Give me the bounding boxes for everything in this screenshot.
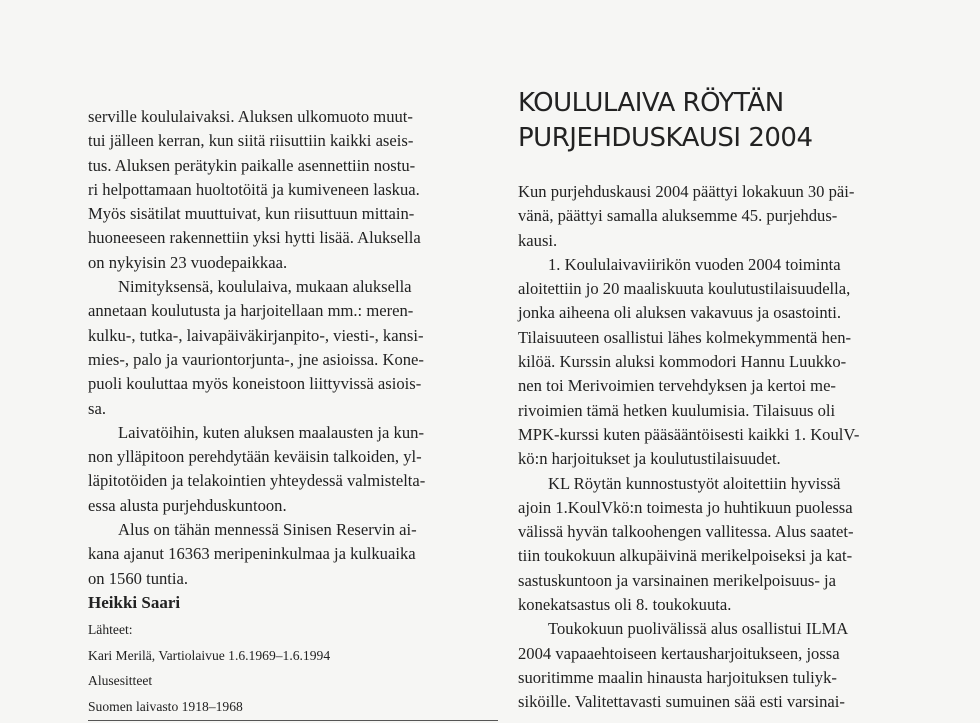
body-line: tui jälleen kerran, kun siitä riisuttiin kaikki aseis-: [88, 131, 414, 151]
body-line: läpitotöiden ja telakointien yhteydessä valmistelta-: [88, 471, 426, 491]
body-line: kana ajanut 16363 meripeninkulmaa ja kulkuaika: [88, 544, 416, 564]
body-line: Myös sisätilat muuttuivat, kun riisuttuun mittain-: [88, 204, 415, 224]
body-line: siköille. Valitettavasti sumuinen sää esti varsinai-: [518, 692, 845, 712]
body-line: välissä hyvän talkoohengen vallitessa. Alus saatet-: [518, 522, 854, 542]
body-line: kilöä. Kurssin aluksi kommodori Hannu Luukko-: [518, 352, 847, 372]
body-line: KL Röytän kunnostustyöt aloitettiin hyvissä: [548, 473, 841, 493]
heading-line: PURJEHDUSKAUSI 2004: [518, 123, 813, 153]
body-line: aloitettiin jo 20 maaliskuuta koulutustilaisuudella,: [518, 279, 851, 299]
body-line: Kun purjehduskausi 2004 päättyi lokakuun 30 päi-: [518, 182, 855, 201]
body-line: Alus on tähän mennessä Sinisen Reservin ai-: [118, 520, 417, 540]
body-line: kausi.: [518, 230, 558, 250]
body-line: jonka aiheena oli aluksen vakavuus ja osastointi.: [518, 303, 842, 323]
heading-line: KOULULAIVA RÖYTÄN: [518, 88, 784, 118]
body-line: Toukokuun puolivälissä alus osallistui ILMA: [548, 619, 849, 639]
body-line: essa alusta purjehduskuntoon.: [88, 495, 287, 515]
body-line: mies-, palo ja vauriontorjunta-, jne asioissa. Kone-: [88, 349, 424, 369]
body-line: annetaan koulutusta ja harjoitellaan mm.: meren-: [88, 301, 414, 321]
body-line: sastuskuntoon ja varsinainen merikelpoisuus- ja: [518, 570, 836, 590]
reference-item: Kari Merilä, Vartiolaivue 1.6.1969–1.6.1994: [88, 647, 331, 663]
bottom-divider: [88, 720, 498, 721]
article-author: Heikki Saari: [88, 592, 181, 612]
body-line: MPK-kurssi kuten pääsääntöisesti kaikki 1. KoulV-: [518, 424, 860, 444]
body-line: kulku-, tutka-, laivapäiväkirjanpito-, viesti-, kansi-: [88, 325, 424, 345]
body-line: Tilaisuuteen osallistui lähes kolmekymmentä hen-: [518, 327, 852, 347]
references-list: [88, 617, 498, 719]
body-line: tiin toukokuun alkupäivinä merikelpoiseksi ja kat-: [518, 546, 853, 566]
body-line: nen toi Merivoimien tervehdyksen ja kertoi me-: [518, 376, 836, 396]
reference-item: Alusesitteet: [88, 673, 153, 689]
body-line: Nimityksensä, koululaiva, mukaan aluksella: [118, 277, 412, 297]
references-heading: Lähteet:: [88, 622, 133, 638]
left-text-column: [88, 105, 498, 719]
body-line: huoneeseen rakennettiin yksi hytti lisää. Aluksella: [88, 228, 421, 248]
body-line: on nykyisin 23 vuodepaikkaa.: [88, 252, 288, 272]
body-line: vänä, päättyi samalla aluksemme 45. purjehdus-: [518, 206, 838, 226]
article-heading: [518, 86, 813, 156]
body-line: sa.: [88, 398, 106, 418]
body-line: suoritimme maalin hinausta harjoituksen tuliyk-: [518, 667, 837, 687]
reference-item: Suomen laivasto 1918–1968: [88, 698, 243, 714]
body-line: konekatsastus oli 8. toukokuuta.: [518, 595, 732, 615]
body-line: on 1560 tuntia.: [88, 568, 189, 588]
body-line: ri helpottamaan huoltotöitä ja kumiveneen laskua.: [88, 179, 420, 199]
body-line: non ylläpitoon perehdytään keväisin talkoiden, yl-: [88, 447, 422, 467]
body-line: puoli kouluttaa myös koneistoon liittyvissä asiois-: [88, 374, 422, 394]
body-line: serville koululaivaksi. Aluksen ulkomuoto muut-: [88, 107, 413, 126]
body-line: Laivatöihin, kuten aluksen maalausten ja kun-: [118, 422, 424, 442]
right-text-column: [518, 180, 938, 715]
body-line: kö:n harjoitukset ja koulutustilaisuudet.: [518, 449, 781, 469]
body-line: ajoin 1.KoulVkö:n toimesta jo huhtikuun puolessa: [518, 497, 853, 517]
body-line: tus. Aluksen perätykin paikalle asennettiin nostu-: [88, 155, 416, 175]
body-line: rivoimien tämä hetken kuulumisia. Tilaisuus oli: [518, 400, 836, 420]
body-line: 2004 vapaaehtoiseen kertausharjoitukseen, jossa: [518, 643, 840, 663]
body-line: 1. Koululaivaviirikön vuoden 2004 toiminta: [548, 254, 841, 274]
